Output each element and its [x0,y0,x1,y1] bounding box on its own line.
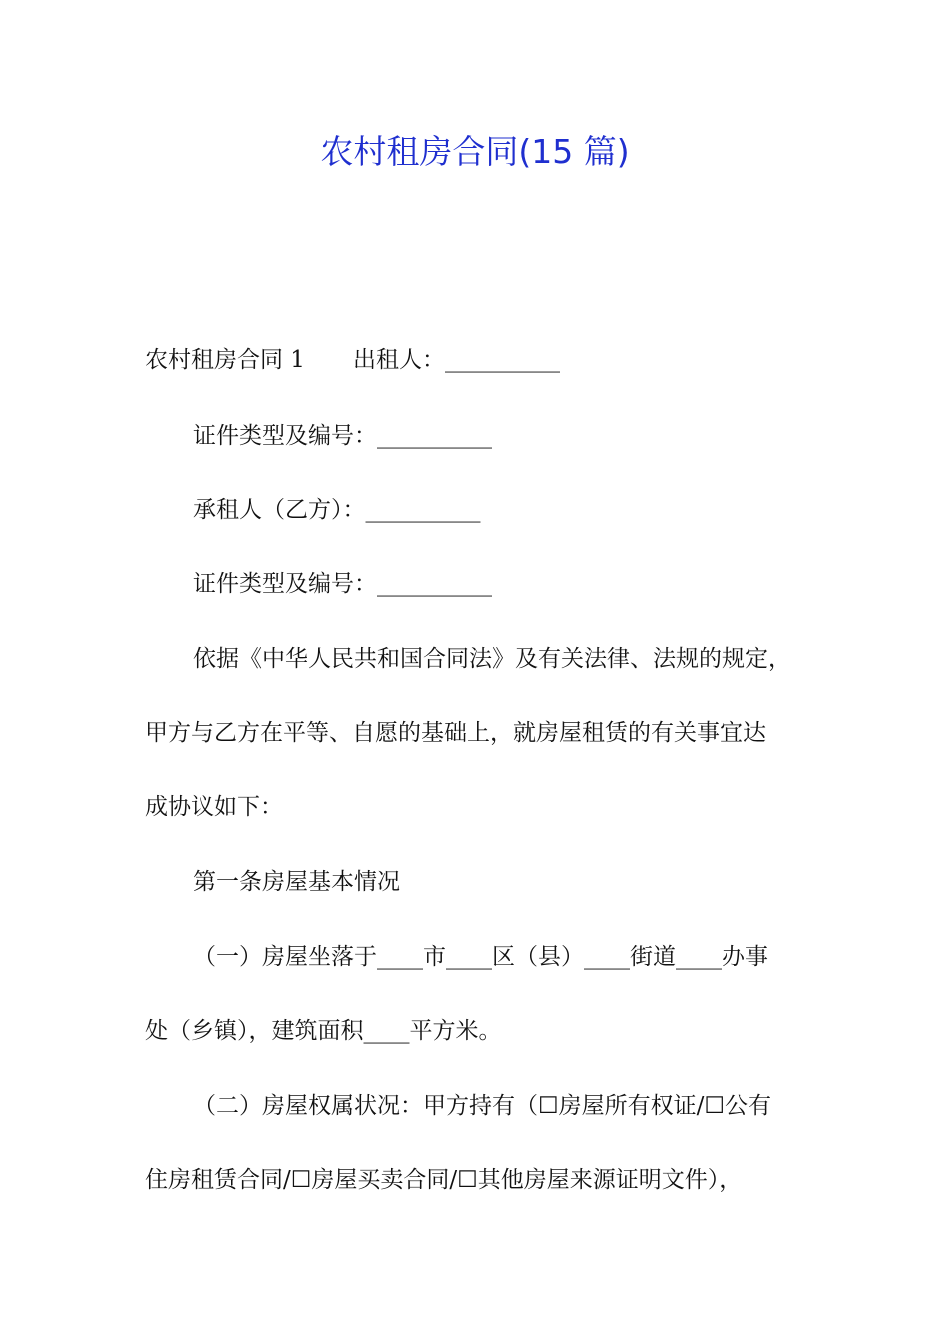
lessee-id-line: 证件类型及编号：__________ [193,571,492,597]
document-title: 农村租房合同(15 篇) [320,132,630,171]
lessee-line: 承租人（乙方）：__________ [193,497,481,523]
paragraph-basis-line-1: 依据《中华人民共和国合同法》及有关法律、法规的规定， [193,646,791,672]
lessor-id-line: 证件类型及编号：__________ [193,423,492,449]
lessor-field: 出租人：__________ [352,347,560,373]
clause-location-line-2: 处（乡镇），建筑面积____平方米。 [145,1018,502,1044]
article-one-heading: 第一条房屋基本情况 [193,869,400,895]
contract-number-label: 农村租房合同 1 [145,347,305,373]
paragraph-basis-line-2: 甲方与乙方在平等、自愿的基础上，就房屋租赁的有关事宜达 [145,720,766,746]
clause-ownership-line-1: （二）房屋权属状况：甲方持有（☐房屋所有权证/☐公有 [193,1093,771,1119]
clause-ownership-line-2: 住房租赁合同/☐房屋买卖合同/☐其他房屋来源证明文件）， [145,1167,743,1193]
clause-location-line-1: （一）房屋坐落于____市____区（县）____街道____办事 [193,944,768,970]
paragraph-basis-line-3: 成协议如下： [145,794,283,820]
contract-heading-line [145,344,825,376]
